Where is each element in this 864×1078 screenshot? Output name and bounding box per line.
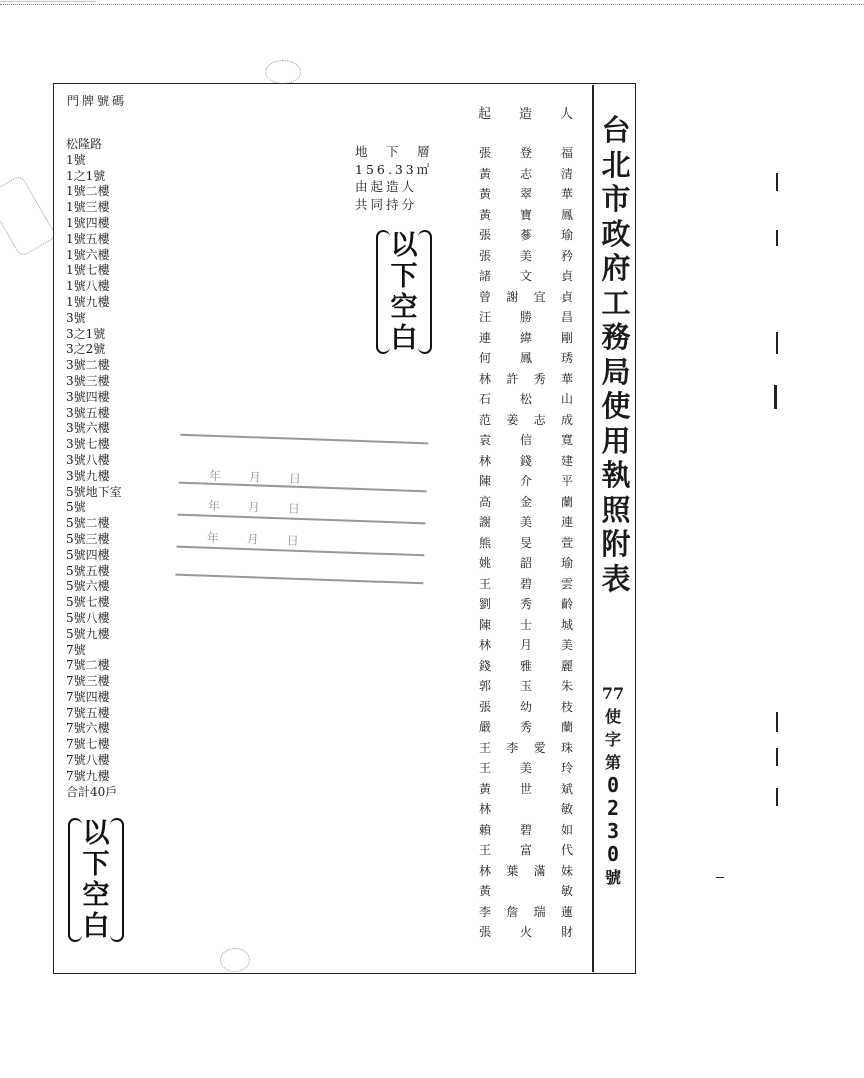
address-column-header: 門牌號碼 (67, 94, 128, 108)
builder-name-row (478, 717, 574, 738)
permit-prefix: 使 (604, 707, 621, 726)
builder-name-char: 枝 (560, 699, 573, 714)
builder-name-char: 連 (560, 515, 573, 529)
builder-name-char: 范 (478, 412, 491, 427)
builder-name-char: 張 (478, 925, 491, 939)
stamp-rule (175, 574, 423, 584)
builder-name-char: 昌 (560, 310, 573, 324)
builder-name-char: 宜 (533, 289, 546, 304)
builder-name-char: 火 (519, 925, 532, 939)
scan-speck (776, 173, 778, 191)
address-entry: 1號五樓 (66, 231, 110, 246)
builder-name-row (478, 328, 574, 349)
builder-name-char: 林 (478, 453, 491, 468)
address-entry: 5號 (66, 500, 86, 515)
builder-name-char: 林 (478, 863, 491, 878)
builder-name-char: 寬 (560, 433, 573, 447)
permit-suffix: 號 (604, 868, 621, 887)
scan-speck (776, 230, 778, 246)
address-entry: 7號四樓 (66, 689, 110, 704)
builder-name-row (478, 697, 574, 718)
builder-name-char: 玉 (519, 679, 532, 693)
basement-line: 由起造人 (355, 179, 418, 194)
address-entry: 1號二樓 (66, 184, 110, 199)
builder-name-char: 齡 (560, 597, 573, 611)
scan-speck (716, 877, 724, 878)
basement-note (355, 143, 433, 213)
address-entry: 3號六樓 (66, 421, 110, 436)
builder-name-char: 寶 (519, 207, 532, 222)
address-entry: 3號八樓 (66, 452, 110, 467)
builder-name-char: 麗 (560, 658, 573, 673)
builder-name-char: 林 (478, 802, 491, 816)
builder-name-char: 玲 (560, 761, 573, 775)
builder-name-char: 諸 (478, 269, 491, 283)
scan-speck (776, 332, 778, 354)
blank-mark-char: 白 (390, 323, 418, 354)
address-entry: 7號八樓 (66, 753, 110, 768)
builder-name-char: 松 (519, 392, 532, 406)
builder-name-char: 福 (560, 146, 573, 160)
title-char: 政 (601, 216, 631, 251)
builder-name-char: 美 (560, 638, 573, 652)
builder-name-char: 妹 (560, 863, 573, 878)
builder-name-row (478, 287, 574, 308)
scan-noise (0, 174, 57, 257)
address-entry: 5號地下室 (66, 484, 122, 499)
builder-name-char: 瑜 (560, 556, 573, 570)
address-entry: 5號三樓 (66, 531, 110, 546)
address-entry: 7號六樓 (66, 721, 110, 736)
address-entry: 1號四樓 (66, 215, 110, 230)
builder-name-char: 財 (560, 925, 573, 939)
permit-digit: 0 (606, 773, 620, 797)
builder-name-char: 矜 (560, 248, 573, 263)
builder-name-char: 林 (478, 371, 491, 386)
builder-name-char: 文 (519, 269, 532, 283)
address-entry: 3號 (66, 310, 86, 325)
builder-name-char: 信 (519, 433, 532, 447)
builder-name-char: 秀 (533, 371, 546, 386)
builder-name-char: 斌 (560, 781, 573, 796)
address-entry: 3號四樓 (66, 389, 110, 404)
basement-area: 156.33㎡ (355, 161, 433, 177)
address-entry: 1之1號 (66, 168, 106, 183)
builder-name-char: 建 (560, 453, 573, 468)
builder-name-char: 蘭 (560, 494, 573, 509)
builder-name-char: 貞 (560, 289, 573, 304)
builder-name-row (478, 758, 574, 779)
builder-name-row (478, 656, 574, 677)
builder-name-char: 黃 (478, 884, 491, 898)
builder-name-row (478, 635, 574, 656)
builder-name-char (519, 799, 533, 820)
builder-name-row (478, 922, 574, 943)
builder-name-char: 志 (533, 412, 546, 427)
builder-name-char: 珠 (560, 740, 573, 755)
builder-name-char: 敏 (560, 802, 573, 816)
title-divider (592, 85, 594, 972)
address-entry: 7號 (66, 642, 86, 657)
builder-name-char: 袁 (478, 433, 491, 447)
address-entry: 3號五樓 (66, 405, 110, 420)
builder-name-char: 錢 (478, 658, 491, 673)
builder-header-char: 起 (478, 107, 492, 122)
builder-name-char: 勝 (519, 310, 532, 324)
builder-header-char: 造 (518, 107, 532, 122)
builder-name-char: 城 (560, 617, 573, 632)
builder-list (478, 143, 574, 943)
builder-name-char: 蔘 (519, 228, 532, 242)
blank-mark-char: 以 (390, 230, 418, 261)
builder-name-char: 汪 (478, 310, 491, 324)
blank-mark-char: 白 (82, 911, 110, 942)
builder-name-row (478, 471, 574, 492)
builder-name-char: 富 (519, 843, 532, 857)
builder-name-char: 姚 (478, 556, 491, 570)
basement-line: 共同持分 (355, 196, 418, 212)
builder-name-char: 葉 (506, 863, 519, 878)
builder-name-char: 李 (506, 740, 519, 755)
faded-stamp (175, 416, 429, 595)
builder-name-char: 平 (560, 474, 573, 488)
builder-name-char: 鳳 (560, 207, 573, 222)
builder-name-row (478, 840, 574, 861)
stamp-text: 年 月 日 (207, 498, 309, 517)
builder-name-row (478, 348, 574, 369)
builder-name-row (478, 492, 574, 513)
builder-name-row (478, 574, 574, 595)
title-char: 局 (601, 354, 631, 389)
builder-name-char: 高 (478, 494, 491, 509)
builder-name-row (478, 246, 574, 267)
builder-name-char: 朱 (560, 679, 573, 693)
permit-number (598, 682, 628, 889)
address-entry: 1號九樓 (66, 294, 110, 309)
stamp-text: 年 月 日 (208, 468, 310, 487)
scan-speck (776, 788, 778, 806)
builder-name-char: 賴 (478, 822, 491, 837)
scan-top-edge: ──────────────────────────────────────── (0, 0, 864, 5)
builder-name-char: 鳳 (519, 351, 532, 365)
scan-noise (220, 948, 250, 972)
blank-mark-char: 空 (390, 292, 418, 323)
title-char: 務 (601, 320, 631, 354)
builder-name-char: 黃 (478, 166, 491, 181)
builder-name-char: 緯 (519, 330, 532, 345)
title-char: 用 (601, 423, 631, 458)
builder-name-char: 萱 (560, 535, 573, 550)
builder-name-char: 李 (478, 904, 491, 919)
blank-mark-char: 下 (82, 849, 110, 880)
address-entry: 5號七樓 (66, 595, 110, 610)
builder-name-row (478, 738, 574, 759)
address-entry: 1號六樓 (66, 247, 110, 262)
builder-name-char: 成 (560, 412, 573, 427)
builder-name-char: 張 (478, 228, 491, 242)
builder-name-char: 雲 (560, 576, 573, 591)
address-entry: 3之2號 (66, 342, 106, 357)
stamp-text: 年 月 日 (206, 530, 307, 549)
address-list (66, 137, 122, 800)
permit-digits (598, 774, 628, 866)
builder-name-char: 美 (519, 761, 532, 775)
scan-speck (776, 712, 778, 732)
blank-below-mark (74, 818, 118, 942)
builder-name-char: 黃 (478, 781, 491, 796)
builder-name-char: 滿 (533, 863, 546, 878)
builder-name-row (478, 615, 574, 636)
address-entry: 1號 (66, 152, 86, 167)
builder-name-row (478, 799, 574, 820)
builder-name-row (478, 533, 574, 554)
builder-name-char: 石 (478, 392, 491, 406)
document-title (598, 113, 634, 596)
address-entry: 3號九樓 (66, 468, 110, 483)
builder-name-char: 張 (478, 699, 491, 714)
builder-name-row (478, 225, 574, 246)
builder-name-char: 姜 (506, 412, 519, 427)
builder-name-char: 碧 (519, 822, 532, 837)
builder-name-char: 陳 (478, 474, 491, 488)
bracket-right (110, 818, 124, 942)
builder-name-row (478, 861, 574, 882)
builder-name-row (478, 266, 574, 287)
blank-mark-char: 空 (82, 880, 110, 911)
address-entry: 3之1號 (66, 326, 106, 341)
address-entry: 3號七樓 (66, 437, 110, 452)
permit-digit: 3 (606, 819, 620, 843)
scan-speck (776, 748, 778, 766)
title-char: 附 (601, 527, 631, 561)
builder-name-char: 謝 (478, 515, 491, 529)
basement-line: 地 下 層 (355, 144, 433, 159)
scan-speck (774, 385, 777, 409)
builder-name-char: 劉 (478, 597, 491, 611)
builder-name-char: 陳 (478, 617, 491, 632)
builder-name-char: 許 (506, 371, 519, 386)
builder-name-char: 山 (560, 392, 573, 406)
permit-digit: 0 (606, 842, 620, 866)
builder-name-char: 士 (519, 617, 532, 632)
builder-name-char: 詹 (506, 904, 519, 919)
builder-name-char: 王 (478, 761, 491, 775)
builder-name-row (478, 410, 574, 431)
address-entry: 5號六樓 (66, 579, 110, 594)
builder-name-char: 敏 (560, 884, 573, 898)
builder-name-row (478, 184, 574, 205)
permit-year: 77 (601, 684, 625, 703)
address-entry: 7號五樓 (66, 705, 110, 720)
builder-name-char: 剛 (560, 330, 573, 345)
address-entry: 5號九樓 (66, 626, 110, 641)
builder-name-char: 如 (560, 822, 573, 837)
builder-name-row (478, 205, 574, 226)
scan-noise (265, 60, 301, 84)
builder-name-char: 世 (519, 781, 532, 796)
builder-name-char: 美 (519, 515, 532, 529)
title-char: 使 (601, 389, 631, 423)
builder-name-char: 貞 (560, 269, 573, 283)
address-entry: 1號七樓 (66, 263, 110, 278)
address-entry: 3號二樓 (66, 358, 110, 373)
permit-digit: 2 (606, 796, 620, 820)
builder-name-row (478, 451, 574, 472)
builder-name-char: 琇 (560, 351, 573, 365)
builder-name-char: 金 (519, 494, 532, 509)
address-entry: 7號九樓 (66, 768, 110, 783)
address-entry: 3號三樓 (66, 373, 110, 388)
bracket-left (376, 230, 390, 354)
address-entry: 5號四樓 (66, 547, 110, 562)
address-entry: 7號七樓 (66, 737, 110, 752)
builder-name-char: 幼 (519, 699, 532, 714)
builder-name-row (478, 307, 574, 328)
builder-name-char: 介 (519, 474, 532, 488)
blank-mark-char: 以 (82, 818, 110, 849)
address-entry: 5號二樓 (66, 516, 110, 531)
builder-name-char: 熊 (478, 535, 491, 550)
builder-name-char: 林 (478, 638, 491, 652)
builder-name-char: 代 (560, 843, 573, 857)
builder-name-char: 王 (478, 843, 491, 857)
stamp-rule (180, 434, 428, 444)
builder-name-char: 秀 (519, 720, 532, 734)
builder-name-char: 郭 (478, 679, 491, 693)
builder-name-row (478, 143, 574, 164)
permit-char: 字 (604, 730, 621, 749)
builder-name-char: 張 (478, 248, 491, 263)
title-char: 台 (601, 113, 631, 147)
builder-name-char: 秀 (519, 597, 532, 611)
address-entry: 5號八樓 (66, 610, 110, 625)
builder-name-char: 華 (560, 187, 573, 201)
builder-name-row (478, 902, 574, 923)
address-entry: 1號三樓 (66, 200, 110, 215)
builder-name-char: 連 (478, 330, 491, 345)
builder-name-char: 愛 (533, 740, 546, 755)
builder-name-row (478, 164, 574, 185)
builder-name-char: 瑜 (560, 228, 573, 242)
builder-name-char: 旻 (519, 535, 532, 550)
builder-name-char: 美 (519, 248, 532, 263)
bracket-left (68, 818, 82, 942)
builder-name-row (478, 369, 574, 390)
builder-name-char: 嚴 (478, 720, 491, 734)
builder-name-row (478, 430, 574, 451)
builder-name-row (478, 820, 574, 841)
builder-name-char: 蓮 (560, 904, 573, 919)
builder-name-char: 志 (519, 166, 532, 181)
builder-name-char: 何 (478, 351, 491, 365)
builder-name-char: 雅 (519, 658, 532, 673)
street-name: 松隆路 (66, 137, 103, 151)
builder-name-char: 登 (519, 146, 532, 160)
builder-name-char: 瑞 (533, 904, 546, 919)
builder-name-row (478, 594, 574, 615)
builder-name-char: 曾 (478, 289, 491, 304)
builder-name-char: 王 (478, 740, 491, 755)
title-char: 府 (601, 251, 631, 285)
builder-column-header (478, 103, 573, 122)
builder-name-row (478, 779, 574, 800)
title-char: 北 (601, 147, 631, 182)
title-char: 表 (601, 561, 631, 596)
builder-name-char: 碧 (519, 576, 532, 591)
builder-name-row (478, 881, 574, 902)
title-char: 照 (601, 492, 631, 527)
builder-name-char: 黃 (478, 187, 491, 201)
address-entry: 1號八樓 (66, 279, 110, 294)
title-char: 市 (601, 182, 631, 216)
builder-name-char: 華 (560, 371, 573, 386)
address-entry: 7號二樓 (66, 658, 110, 673)
builder-name-char: 王 (478, 576, 491, 591)
address-entry: 5號五樓 (66, 563, 110, 578)
builder-header-char: 人 (559, 107, 573, 122)
builder-name-char: 月 (519, 638, 532, 652)
title-char: 執 (601, 458, 631, 492)
builder-name-row (478, 389, 574, 410)
bracket-right (418, 230, 432, 354)
builder-name-char: 韶 (519, 556, 532, 570)
permit-di: 第 (604, 753, 621, 772)
builder-name-row (478, 553, 574, 574)
builder-name-row (478, 512, 574, 533)
builder-name-char: 清 (560, 166, 573, 181)
blank-mark-char: 下 (390, 261, 418, 292)
title-char: 工 (601, 285, 631, 320)
builder-name-char: 張 (478, 146, 491, 160)
builder-name-char: 錢 (519, 453, 532, 468)
builder-name-char: 黃 (478, 207, 491, 222)
address-entry: 7號三樓 (66, 674, 110, 689)
blank-below-mark (382, 230, 426, 354)
builder-name-char: 翠 (519, 187, 532, 201)
builder-name-row (478, 676, 574, 697)
builder-name-char: 謝 (506, 289, 519, 304)
builder-name-char: 蘭 (560, 720, 573, 734)
builder-name-char (519, 881, 533, 902)
address-total: 合計40戶 (66, 784, 118, 799)
